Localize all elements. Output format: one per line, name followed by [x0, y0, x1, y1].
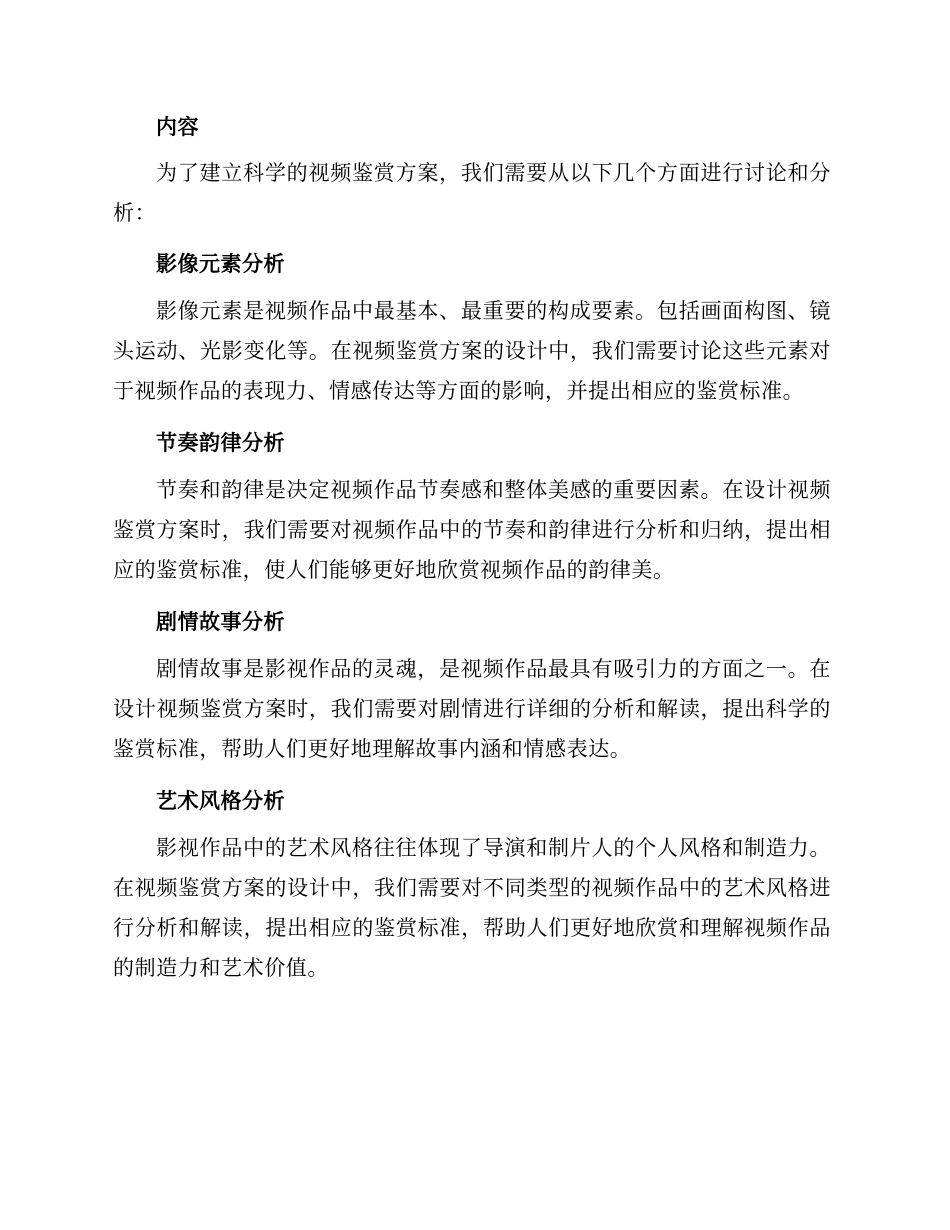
- section-paragraph-rhythm: 节奏和韵律是决定视频作品节奏感和整体美感的重要因素。在设计视频鉴赏方案时，我们需要对视频作品中的节奏和韵律进行分析和归纳，提出相应的鉴赏标准，使人们能够更好地欣赏视频作品的韵律美。: [113, 478, 831, 582]
- section-heading-art-style: 艺术风格分析: [156, 789, 285, 813]
- section-heading-plot: 剧情故事分析: [156, 610, 285, 634]
- section-heading-image-elements: 影像元素分析: [156, 252, 285, 276]
- intro-paragraph: 为了建立科学的视频鉴赏方案，我们需要从以下几个方面进行讨论和分析：: [113, 161, 831, 225]
- section-paragraph-image-elements: 影像元素是视频作品中最基本、最重要的构成要素。包括画面构图、镜头运动、光影变化等。在视频鉴赏方案的设计中，我们需要讨论这些元素对于视频作品的表现力、情感传达等方面的影响，并提出相应的鉴赏标准。: [113, 299, 831, 403]
- document-page: [113, 108, 831, 1001]
- section-paragraph-plot: 剧情故事是影视作品的灵魂，是视频作品最具有吸引力的方面之一。在设计视频鉴赏方案时，我们需要对剧情进行详细的分析和解读，提出科学的鉴赏标准，帮助人们更好地理解故事内涵和情感表达。: [113, 657, 831, 761]
- section-heading-rhythm: 节奏韵律分析: [156, 431, 285, 455]
- section-paragraph-art-style: 影视作品中的艺术风格往往体现了导演和制片人的个人风格和制造力。在视频鉴赏方案的设计中，我们需要对不同类型的视频作品中的艺术风格进行分析和解读，提出相应的鉴赏标准，帮助人们更好地欣赏和理解视频作品的制造力和艺术价值。: [113, 836, 831, 980]
- intro-heading: 内容: [156, 115, 199, 139]
